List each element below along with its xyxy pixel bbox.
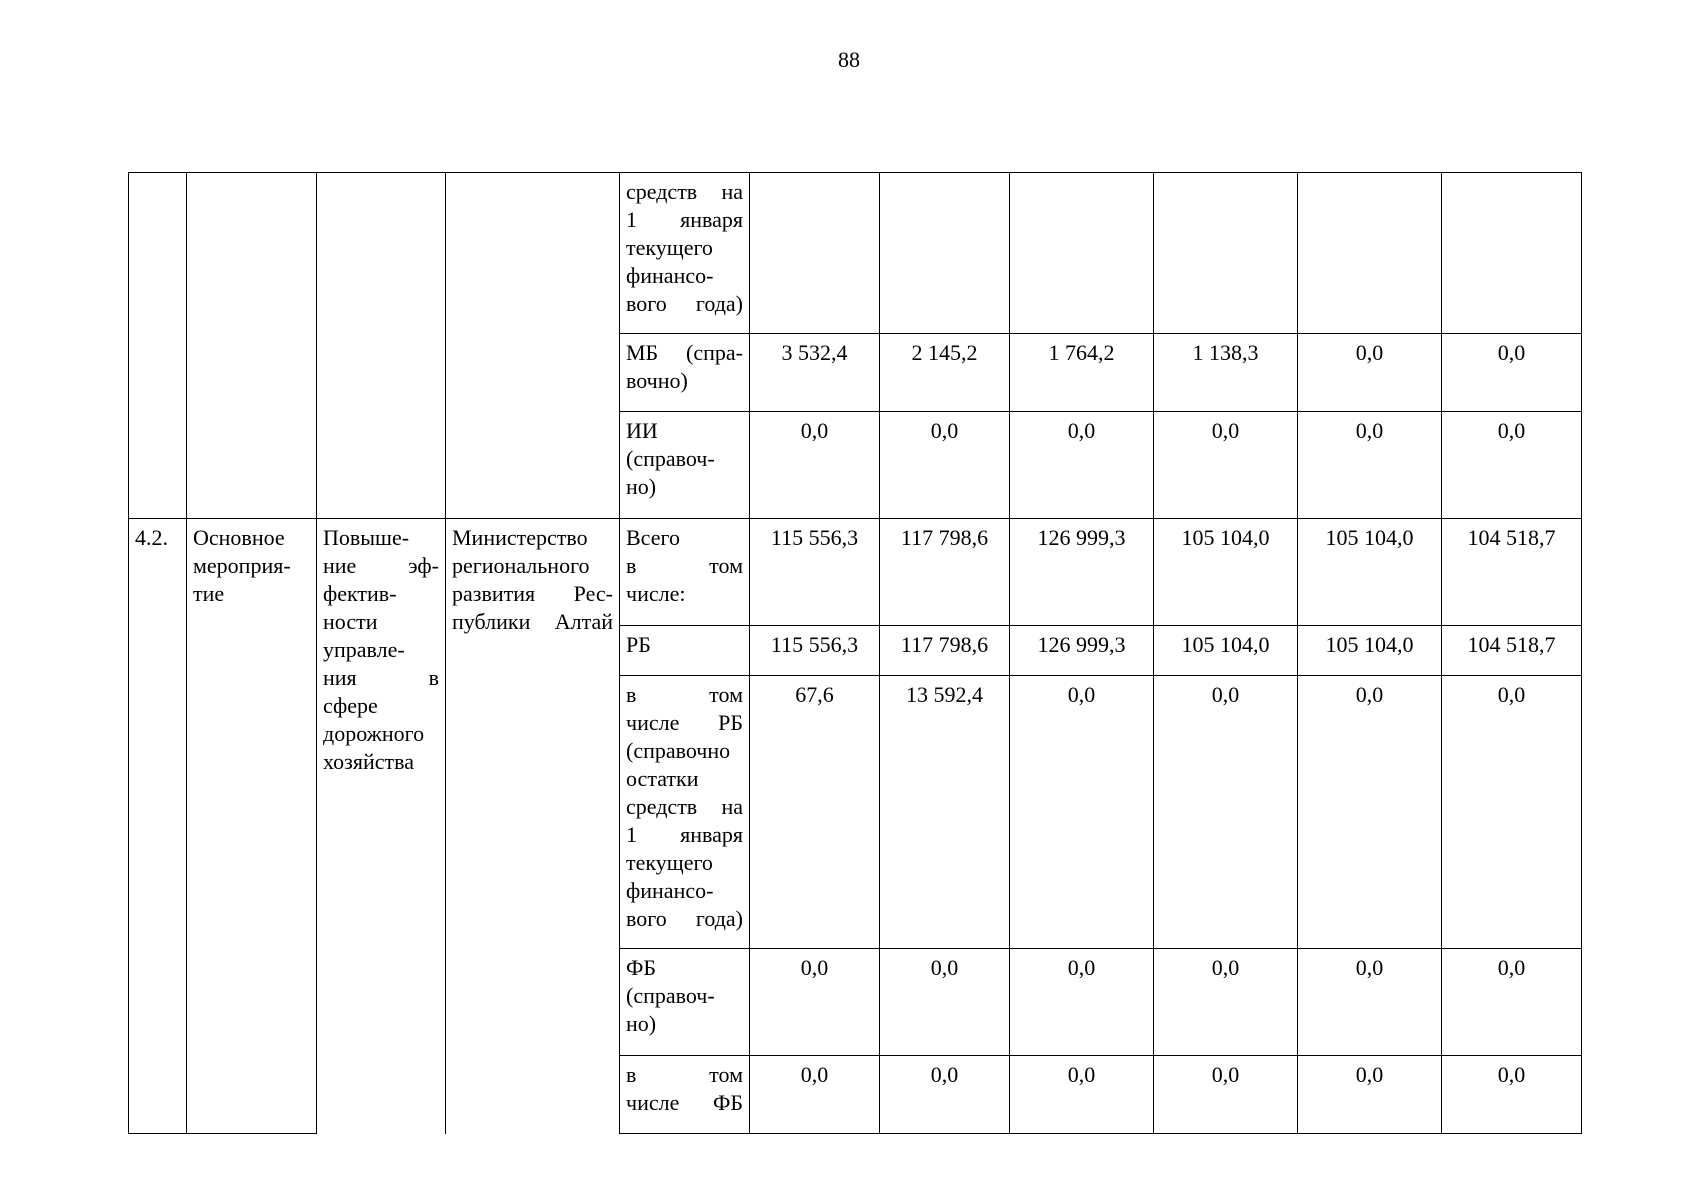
value-cell: 0,0 xyxy=(1154,1056,1298,1134)
text-line xyxy=(626,681,743,709)
value-cell xyxy=(750,173,880,334)
value-cell: 104 518,7 xyxy=(1442,519,1582,626)
word: в xyxy=(626,553,637,578)
word: том xyxy=(709,553,743,578)
text-line xyxy=(626,821,743,849)
text-line xyxy=(452,580,613,608)
value-cell xyxy=(1010,173,1154,334)
text-line xyxy=(626,793,743,821)
text-line: но) xyxy=(626,1011,657,1036)
value-cell: 0,0 xyxy=(750,1056,880,1134)
word: на xyxy=(721,179,743,204)
word: РБ xyxy=(718,710,743,735)
value-cell xyxy=(880,173,1010,334)
budget-table xyxy=(128,172,1582,1134)
text-line xyxy=(323,664,439,692)
text-line xyxy=(626,290,743,318)
text-line xyxy=(626,206,743,234)
word: вого xyxy=(626,906,667,931)
word: МБ xyxy=(626,340,659,365)
word: Рес- xyxy=(573,581,613,606)
value-cell: 126 999,3 xyxy=(1010,519,1154,626)
text-line: дорожного xyxy=(323,721,425,746)
word: в xyxy=(626,682,637,707)
funding-source-cell xyxy=(620,173,750,334)
value-cell: 0,0 xyxy=(880,1056,1010,1134)
word: средств xyxy=(626,179,698,204)
funding-source-cell xyxy=(620,626,750,676)
value-cell: 0,0 xyxy=(1298,334,1442,412)
text-line: мероприя- xyxy=(193,553,291,578)
value-cell xyxy=(1442,173,1582,334)
value-cell: 117 798,6 xyxy=(880,626,1010,676)
text-line: ности xyxy=(323,609,378,634)
word: средств xyxy=(626,794,698,819)
name-cell xyxy=(317,173,446,519)
word: года) xyxy=(695,906,743,931)
value-cell: 1 764,2 xyxy=(1010,334,1154,412)
text-line: (справоч- xyxy=(626,446,715,471)
number-cell: 4.2. xyxy=(129,519,187,1134)
word: ФБ xyxy=(712,1090,743,1115)
word: 1 xyxy=(626,207,637,232)
text-line: текущего xyxy=(626,850,713,875)
text-line: ФБ xyxy=(626,955,657,980)
value-cell: 13 592,4 xyxy=(880,676,1010,949)
value-cell: 0,0 xyxy=(1010,949,1154,1056)
text-line xyxy=(626,178,743,206)
word: числе xyxy=(626,1090,680,1115)
funding-source-cell xyxy=(620,519,750,626)
type-cell xyxy=(187,173,317,519)
value-cell: 115 556,3 xyxy=(750,519,880,626)
funding-source-cell xyxy=(620,676,750,949)
text-line xyxy=(452,608,613,636)
text-line: сфере xyxy=(323,693,378,718)
text-line xyxy=(626,339,743,367)
text-line: регионального xyxy=(452,553,590,578)
value-cell: 0,0 xyxy=(1442,949,1582,1056)
value-cell: 0,0 xyxy=(1154,412,1298,519)
word: (спра- xyxy=(686,340,743,365)
word: ния xyxy=(323,665,357,690)
value-cell: 117 798,6 xyxy=(880,519,1010,626)
funding-source-cell xyxy=(620,334,750,412)
word: том xyxy=(709,1062,743,1087)
value-cell xyxy=(1298,173,1442,334)
word: января xyxy=(680,822,743,847)
value-cell: 126 999,3 xyxy=(1010,626,1154,676)
value-cell: 0,0 xyxy=(1298,676,1442,949)
value-cell: 0,0 xyxy=(1442,412,1582,519)
text-line: Повыше- xyxy=(323,525,410,550)
value-cell: 67,6 xyxy=(750,676,880,949)
value-cell: 105 104,0 xyxy=(1154,519,1298,626)
value-cell: 0,0 xyxy=(880,412,1010,519)
text-line: ИИ xyxy=(626,418,658,443)
word: в xyxy=(428,665,439,690)
value-cell: 0,0 xyxy=(1010,1056,1154,1134)
word: января xyxy=(680,207,743,232)
word: развития xyxy=(452,581,536,606)
value-cell: 0,0 xyxy=(1010,676,1154,949)
name-cell xyxy=(317,519,446,1134)
value-cell: 0,0 xyxy=(1442,1056,1582,1134)
text-line xyxy=(626,709,743,737)
funding-source-cell xyxy=(620,949,750,1056)
text-line xyxy=(323,552,439,580)
table-row xyxy=(129,173,1582,334)
value-cell: 0,0 xyxy=(1298,1056,1442,1134)
number-cell xyxy=(129,173,187,519)
value-cell: 105 104,0 xyxy=(1298,519,1442,626)
executor-cell xyxy=(446,519,620,1134)
text-line: фектив- xyxy=(323,581,397,606)
text-line: тие xyxy=(193,581,225,606)
text-line: хозяйства xyxy=(323,749,414,774)
executor-cell xyxy=(446,173,620,519)
value-cell: 0,0 xyxy=(750,949,880,1056)
page-number: 88 xyxy=(838,47,860,72)
value-cell: 0,0 xyxy=(1010,412,1154,519)
word: числе xyxy=(626,710,680,735)
value-cell: 115 556,3 xyxy=(750,626,880,676)
value-cell: 104 518,7 xyxy=(1442,626,1582,676)
value-cell: 0,0 xyxy=(1154,676,1298,949)
text-line: (справоч- xyxy=(626,983,715,1008)
word: том xyxy=(709,682,743,707)
word: ние xyxy=(323,553,357,578)
text-line xyxy=(626,1061,743,1089)
text-line: текущего xyxy=(626,235,713,260)
text-line: вочно) xyxy=(626,368,688,393)
text-line: финансо- xyxy=(626,263,714,288)
value-cell: 0,0 xyxy=(1298,949,1442,1056)
text-line: но) xyxy=(626,474,657,499)
value-cell: 3 532,4 xyxy=(750,334,880,412)
text-line: управле- xyxy=(323,637,405,662)
value-cell xyxy=(1154,173,1298,334)
value-cell: 0,0 xyxy=(1442,334,1582,412)
text-line: Основное xyxy=(193,525,285,550)
value-cell: 2 145,2 xyxy=(880,334,1010,412)
word: публики xyxy=(452,609,531,634)
value-cell: 0,0 xyxy=(880,949,1010,1056)
value-cell: 0,0 xyxy=(1154,949,1298,1056)
value-cell: 1 138,3 xyxy=(1154,334,1298,412)
text-line xyxy=(626,552,743,580)
word: на xyxy=(721,794,743,819)
word: 1 xyxy=(626,822,637,847)
text-line xyxy=(626,905,743,933)
funding-source-cell xyxy=(620,1056,750,1134)
text-line: Всего xyxy=(626,525,680,550)
type-cell xyxy=(187,519,317,1134)
value-cell: 105 104,0 xyxy=(1154,626,1298,676)
text-line: остатки xyxy=(626,766,699,791)
word: в xyxy=(626,1062,637,1087)
value-cell: 0,0 xyxy=(750,412,880,519)
text-line: (справочно xyxy=(626,738,731,763)
value-cell: 0,0 xyxy=(1298,412,1442,519)
text-line: РБ xyxy=(626,632,651,657)
text-line: числе: xyxy=(626,581,686,606)
word: эф- xyxy=(408,553,439,578)
word: Алтай xyxy=(554,609,613,634)
word: вого xyxy=(626,291,667,316)
text-line xyxy=(626,1089,743,1117)
value-cell: 105 104,0 xyxy=(1298,626,1442,676)
funding-source-cell xyxy=(620,412,750,519)
text-line: Министерство xyxy=(452,525,588,550)
table-row xyxy=(129,519,1582,626)
word: года) xyxy=(695,291,743,316)
value-cell: 0,0 xyxy=(1442,676,1582,949)
text-line: финансо- xyxy=(626,878,714,903)
